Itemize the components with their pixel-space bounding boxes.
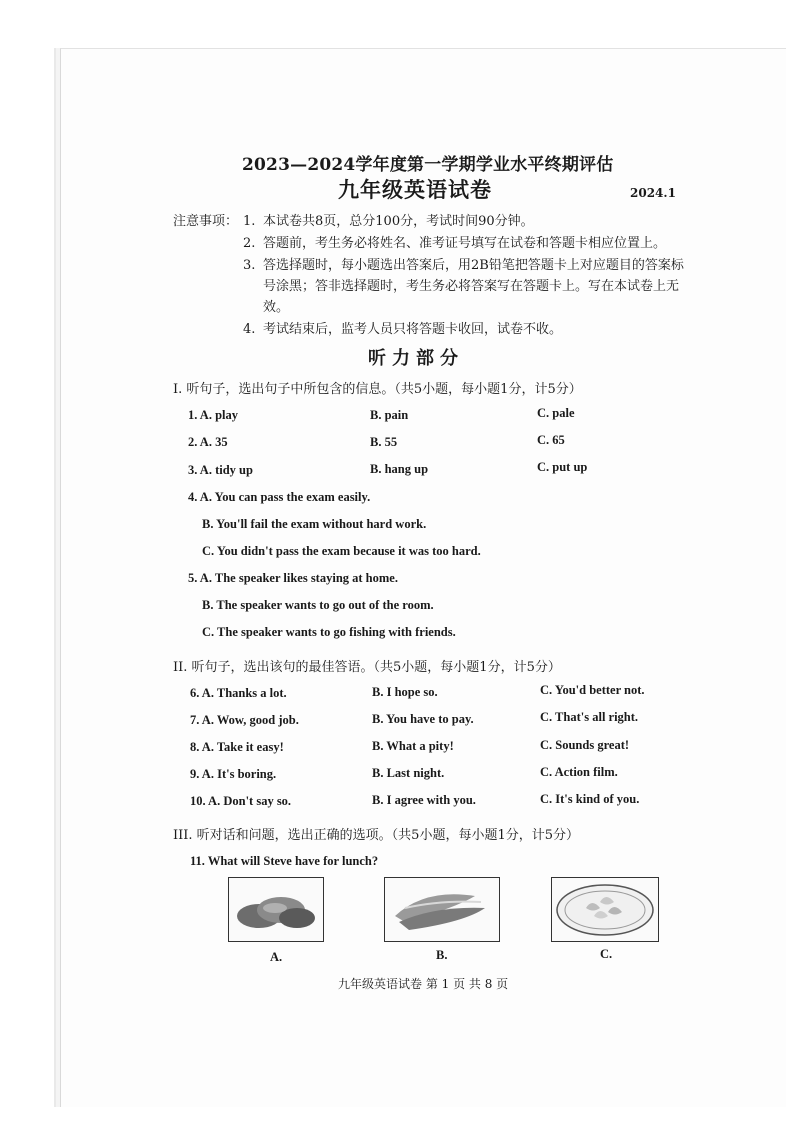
q5-option-c: C. The speaker wants to go fishing with friends. xyxy=(202,625,456,639)
q10-option-b: B. I agree with you. xyxy=(372,793,476,807)
q8-option-a: 8. A. Take it easy! xyxy=(190,740,284,754)
q3-option-c: C. put up xyxy=(537,460,588,474)
q3-option-b: B. hang up xyxy=(370,462,429,476)
vegetable-image xyxy=(384,877,500,942)
note-1: 1. 本试卷共8页，总分100分，考试时间90分钟。 xyxy=(243,214,534,229)
exam-date: 2024.1 xyxy=(630,186,676,200)
paper-sheet xyxy=(60,48,786,1107)
q9-option-c: C. Action film. xyxy=(540,765,618,779)
q9-option-b: B. Last night. xyxy=(372,766,445,780)
note-3-cont-2: 效。 xyxy=(263,300,290,315)
q11-label-a: A. xyxy=(270,950,283,964)
q6-option-b: B. I hope so. xyxy=(372,685,438,699)
q2-option-b: B. 55 xyxy=(370,435,398,449)
note-3: 3. 答选择题时，每小题选出答案后，用2B铅笔把答题卡上对应题目的答案标 xyxy=(243,258,684,273)
q1-option-b: B. pain xyxy=(370,408,409,422)
exam-subtitle: 九年级英语试卷 xyxy=(338,177,492,202)
q6-option-c: C. You'd better not. xyxy=(540,683,645,697)
q1-option-c: C. pale xyxy=(537,406,575,420)
q7-option-b: B. You have to pay. xyxy=(372,712,474,726)
q11-label-b: B. xyxy=(436,948,448,962)
note-2: 2. 答题前，考生务必将姓名、准考证号填写在试卷和答题卡相应位置上。 xyxy=(243,236,667,251)
meat-image xyxy=(228,877,324,942)
section-2-title: II. 听句子，选出该句的最佳答语。（共5小题，每小题1分，计5分） xyxy=(173,660,561,675)
q6-option-a: 6. A. Thanks a lot. xyxy=(190,686,287,700)
q4-option-c: C. You didn't pass the exam because it was too hard. xyxy=(202,544,481,558)
q7-option-c: C. That's all right. xyxy=(540,710,639,724)
q10-option-c: C. It's kind of you. xyxy=(540,792,640,806)
q9-option-a: 9. A. It's boring. xyxy=(190,767,277,781)
page-footer: 九年级英语试卷 第 1 页 共 8 页 xyxy=(338,977,509,991)
q1-option-a: 1. A. play xyxy=(188,408,239,422)
q7-option-a: 7. A. Wow, good job. xyxy=(190,713,299,727)
q10-option-a: 10. A. Don't say so. xyxy=(190,794,292,808)
q2-option-a: 2. A. 35 xyxy=(188,435,228,449)
q5-option-a: 5. A. The speaker likes staying at home. xyxy=(188,571,398,585)
q3-option-a: 3. A. tidy up xyxy=(188,463,253,477)
section-3-title: III. 听对话和问题，选出正确的选项。（共5小题，每小题1分，计5分） xyxy=(173,828,579,843)
q8-option-c: C. Sounds great! xyxy=(540,738,630,752)
q4-option-a: 4. A. You can pass the exam easily. xyxy=(188,490,371,504)
q8-option-b: B. What a pity! xyxy=(372,739,454,753)
q5-option-b: B. The speaker wants to go out of the room. xyxy=(202,598,434,612)
q11-label-c: C. xyxy=(600,947,613,961)
dumplings-image xyxy=(551,877,659,942)
note-3-cont-1: 号涂黑；答非选择题时，考生务必将答案写在答题卡上。写在本试卷上无 xyxy=(263,279,680,294)
exam-title: 2023—2024学年度第一学期学业水平终期评估 xyxy=(242,155,614,175)
section-1-title: I. 听句子，选出句子中所包含的信息。（共5小题，每小题1分，计5分） xyxy=(173,382,582,397)
q2-option-c: C. 65 xyxy=(537,433,565,447)
note-4: 4. 考试结束后，监考人员只将答题卡收回，试卷不收。 xyxy=(243,322,563,337)
notes-label: 注意事项： xyxy=(173,214,239,229)
q4-option-b: B. You'll fail the exam without hard work. xyxy=(202,517,427,531)
listening-section-title: 听力部分 xyxy=(368,348,464,369)
q11-question: 11. What will Steve have for lunch? xyxy=(190,854,379,868)
